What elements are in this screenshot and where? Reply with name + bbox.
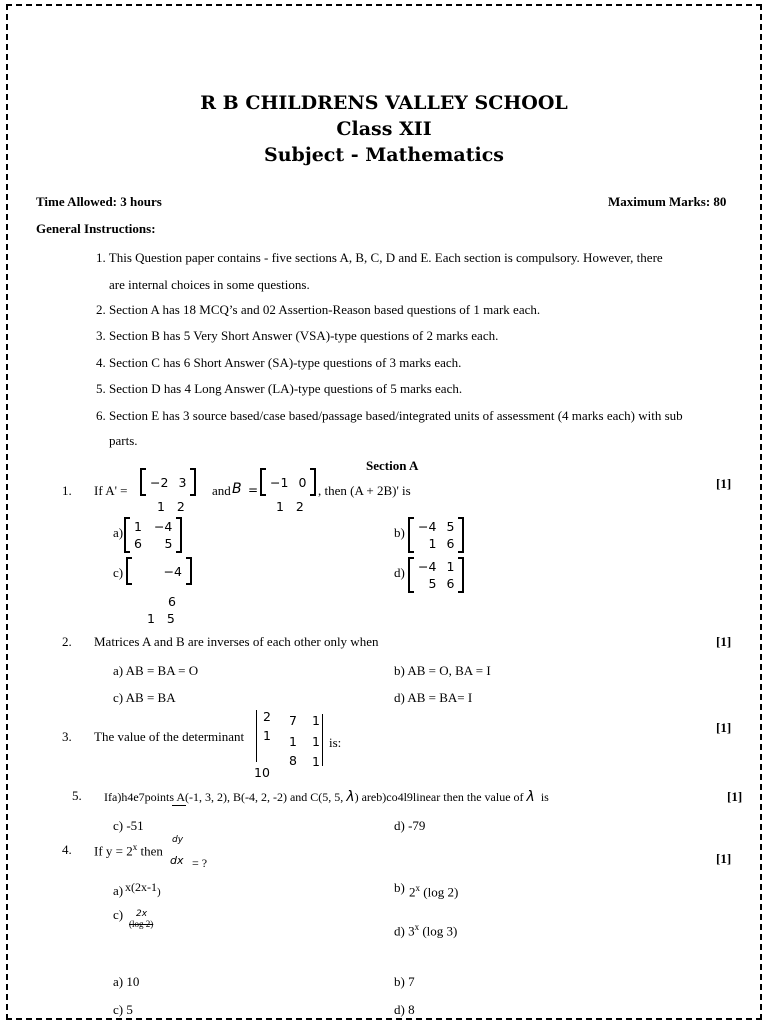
q1-suffix: , then (A + 2B)' is — [318, 483, 411, 498]
det-cell: 1 — [312, 754, 320, 769]
question-text: Matrices A and B are inverses of each other only when — [94, 634, 379, 649]
question-text: If $y = 2^x$ then — [94, 842, 163, 859]
option-c-extra: 6 — [168, 594, 176, 609]
option-c-matrix: −4 — [126, 557, 192, 585]
question-marks: [1] — [716, 634, 732, 649]
matrix-b-row2: 1 2 — [276, 499, 304, 514]
underline-mark — [172, 805, 186, 806]
maximum-marks: Maximum Marks: 80 — [608, 194, 727, 209]
option-label: d) — [394, 565, 405, 580]
q1-equals: = — [248, 483, 259, 497]
option-label: b) — [394, 880, 405, 895]
time-allowed: Time Allowed: 3 hours — [36, 194, 162, 209]
instruction-line: 5. Section D has 4 Long Answer (LA)-type questions of 5 marks each. — [96, 381, 463, 396]
question-marks: [1] — [716, 476, 732, 491]
option-label: a) — [113, 525, 124, 540]
question-marks: [1] — [727, 789, 743, 804]
option-a: a) 10 — [113, 974, 140, 989]
class-title: Class XII — [336, 118, 432, 140]
option-label: a) — [113, 883, 124, 898]
instruction-line: 2. Section A has 18 MCQ’s and 02 Assertion-Reason based questions of 1 mark each. — [96, 302, 541, 317]
section-a-heading: Section A — [366, 458, 419, 473]
det-cell: 2 — [263, 709, 271, 724]
determinant-bar-right — [322, 714, 323, 766]
option-d: d) -79 — [394, 818, 426, 833]
instruction-line: are internal choices in some questions. — [109, 277, 310, 292]
question-text-tail: is: — [329, 735, 342, 750]
option-d-matrix: −4 1 5 6 — [408, 557, 464, 593]
question-marks: [1] — [716, 851, 732, 866]
det-cell: 1 — [263, 728, 271, 743]
option-c: c) 5 — [113, 1002, 133, 1017]
derivative-dy: dy — [172, 835, 184, 845]
instruction-line: 6. Section E has 3 source based/case based/passage based/integrated units of assessment (4 marks each) with sub — [96, 408, 683, 423]
option-d: d) AB = BA= I — [394, 690, 473, 705]
det-cell: 10 — [254, 765, 270, 780]
det-cell: 1 — [289, 734, 297, 749]
instruction-line: parts. — [109, 433, 138, 448]
option-a-matrix: 1 −4 6 5 — [124, 517, 182, 553]
option-b-text: 2$^x$ (log 2) — [409, 883, 459, 900]
instruction-line: 4. Section C has 6 Short Answer (SA)-type questions of 3 marks each. — [96, 355, 462, 370]
option-c-denominator: (log 2) — [129, 919, 154, 929]
question-number: 1. — [62, 483, 72, 498]
question-text: The value of the determinant — [94, 729, 245, 744]
question-number: 5. — [72, 788, 82, 803]
option-label: c) — [113, 565, 124, 580]
option-label: c) — [113, 907, 124, 922]
det-cell: 1 — [312, 734, 320, 749]
option-label: b) — [394, 525, 405, 540]
question-number: 3. — [62, 729, 72, 744]
option-d-text: d) 3$^x$ (log 3) — [394, 922, 458, 939]
derivative-dx: dx — [170, 854, 184, 867]
option-c: c) -51 — [113, 818, 144, 833]
question-number: 4. — [62, 842, 72, 857]
option-a-text: x(2x-1) — [125, 880, 161, 898]
option-b: b) AB = O, BA = I — [394, 663, 491, 678]
question-number: 2. — [62, 634, 72, 649]
option-a: a) AB = BA = O — [113, 663, 199, 678]
option-b-matrix: −4 5 1 6 — [408, 517, 464, 553]
det-cell: 1 — [312, 713, 320, 728]
instruction-line: 3. Section B has 5 Very Short Answer (VSA)-type questions of 2 marks each. — [96, 328, 499, 343]
option-d: d) 8 — [394, 1002, 415, 1017]
general-instructions-heading: General Instructions: — [36, 221, 156, 236]
question-equals: = ? — [192, 856, 208, 870]
instruction-line: 1. This Question paper contains - five sections A, B, C, D and E. Each section is compulsory. However, there — [96, 250, 663, 265]
q1-and: and — [212, 483, 231, 498]
subject-title: Subject - Mathematics — [264, 144, 504, 166]
option-b: b) 7 — [394, 974, 415, 989]
det-cell: 7 — [289, 713, 297, 728]
determinant-bar-left — [256, 710, 257, 762]
det-cell: 8 — [289, 753, 297, 768]
matrix-b: −1 0 — [260, 468, 316, 496]
school-name: R B CHILDRENS VALLEY SCHOOL — [200, 92, 568, 114]
question-text: Ifa)h4e7points A(-1, 3, 2), B(-4, 2, -2) and C(5, 5, λ) areb)co4l9linear then the value of λ is — [104, 789, 549, 805]
option-c: c) AB = BA — [113, 690, 176, 705]
matrix-a-row2: 1 2 — [157, 499, 185, 514]
question-marks: [1] — [716, 720, 732, 735]
option-c-extra: 1 5 — [147, 611, 175, 626]
q1-prefix: If A' = — [94, 483, 128, 498]
matrix-a-prime: −2 3 — [140, 468, 196, 496]
matrix-b-symbol: B — [232, 481, 242, 497]
option-c-numerator: 2x — [136, 909, 148, 919]
